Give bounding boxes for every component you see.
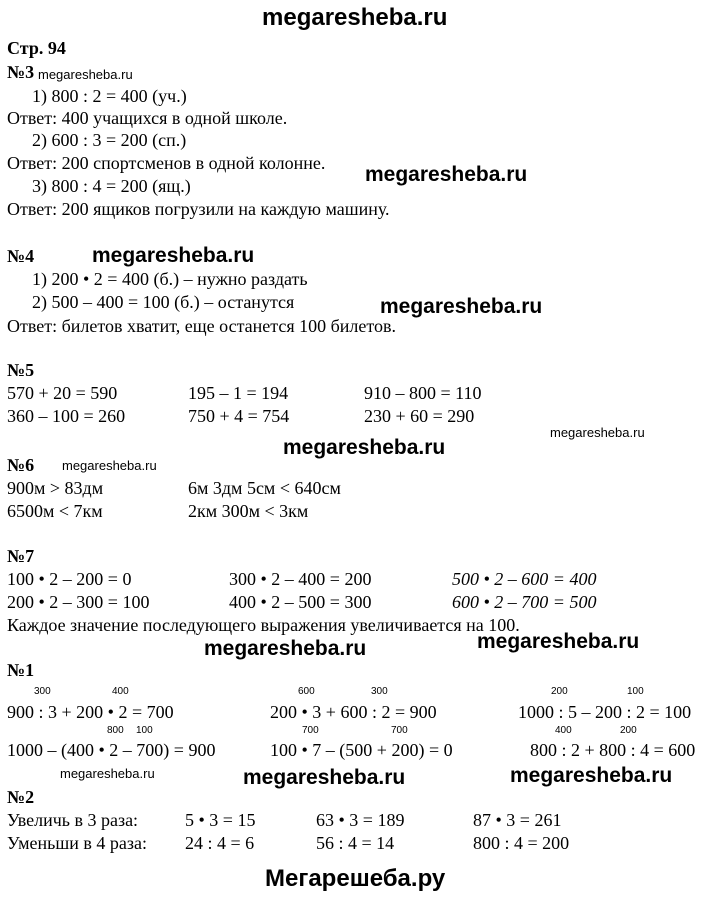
- task1-expr: 200 • 3 + 600 : 2 = 900: [270, 702, 437, 722]
- task3-line: Ответ: 200 ящиков погрузили на каждую машину.: [7, 199, 390, 219]
- task2-expr: 56 : 4 = 14: [316, 833, 395, 853]
- task1-expr: 800 : 2 + 800 : 4 = 600: [530, 740, 696, 760]
- task5-expr: 230 + 60 = 290: [364, 406, 475, 426]
- intermediate-result: 700: [302, 725, 319, 736]
- watermark: megaresheba.ru: [204, 637, 367, 660]
- task3-line: 3) 800 : 4 = 200 (ящ.): [32, 176, 191, 196]
- task5-expr: 570 + 20 = 590: [7, 383, 118, 403]
- task2-expr: 800 : 4 = 200: [473, 833, 570, 853]
- task7-expr: 600 • 2 – 700 = 500: [452, 592, 597, 612]
- task6-title: №6: [7, 455, 35, 475]
- watermark: megaresheba.ru: [92, 244, 255, 267]
- watermark: megaresheba.ru: [38, 67, 133, 82]
- intermediate-result: 200: [551, 686, 568, 697]
- task4-line: 1) 200 • 2 = 400 (б.) – нужно раздать: [32, 269, 308, 289]
- watermark: megaresheba.ru: [365, 163, 528, 186]
- task6-expr: 6500м < 7км: [7, 501, 103, 521]
- task4-line: 2) 500 – 400 = 100 (б.) – останутся: [32, 292, 295, 312]
- task2-label: Увеличь в 3 раза:: [7, 810, 139, 830]
- watermark: megaresheba.ru: [477, 630, 640, 653]
- intermediate-result: 400: [112, 686, 129, 697]
- task7-expr: 500 • 2 – 600 = 400: [452, 569, 597, 589]
- intermediate-result: 800: [107, 725, 124, 736]
- task5-title: №5: [7, 360, 35, 380]
- site-footer: Мегарешеба.ру: [265, 865, 446, 892]
- task7-conclusion: Каждое значение последующего выражения увеличивается на 100.: [7, 615, 520, 635]
- task7-title: №7: [7, 546, 35, 566]
- task2-label: Уменьши в 4 раза:: [7, 833, 147, 853]
- task2-expr: 63 • 3 = 189: [316, 810, 405, 830]
- task1-expr: 900 : 3 + 200 • 2 = 700: [7, 702, 174, 722]
- task7-expr: 300 • 2 – 400 = 200: [229, 569, 372, 589]
- intermediate-result: 700: [391, 725, 408, 736]
- task3-line: 2) 600 : 3 = 200 (сп.): [32, 130, 187, 150]
- task5-expr: 360 – 100 = 260: [7, 406, 126, 426]
- task6-expr: 900м > 83дм: [7, 478, 104, 498]
- task3-line: 1) 800 : 2 = 400 (уч.): [32, 86, 187, 106]
- task7-expr: 100 • 2 – 200 = 0: [7, 569, 132, 589]
- task2-title: №2: [7, 787, 35, 807]
- task4-title: №4: [7, 246, 35, 266]
- intermediate-result: 600: [298, 686, 315, 697]
- task5-expr: 750 + 4 = 754: [188, 406, 290, 426]
- intermediate-result: 400: [555, 725, 572, 736]
- task7-expr: 400 • 2 – 500 = 300: [229, 592, 372, 612]
- intermediate-result: 300: [34, 686, 51, 697]
- intermediate-result: 200: [620, 725, 637, 736]
- task5-expr: 910 – 800 = 110: [364, 383, 482, 403]
- task5-expr: 195 – 1 = 194: [188, 383, 289, 403]
- page-label: Стр. 94: [7, 38, 66, 58]
- task6-expr: 2км 300м < 3км: [188, 501, 309, 521]
- task2-expr: 87 • 3 = 261: [473, 810, 562, 830]
- task1-title: №1: [7, 660, 35, 680]
- task4-line: Ответ: билетов хватит, еще останется 100 билетов.: [7, 316, 397, 336]
- task1-expr: 100 • 7 – (500 + 200) = 0: [270, 740, 453, 760]
- intermediate-result: 100: [136, 725, 153, 736]
- task2-expr: 5 • 3 = 15: [185, 810, 256, 830]
- watermark: megaresheba.ru: [380, 295, 543, 318]
- watermark: megaresheba.ru: [283, 436, 446, 459]
- task1-expr: 1000 – (400 • 2 – 700) = 900: [7, 740, 216, 760]
- watermark: megaresheba.ru: [550, 425, 645, 440]
- watermark: megaresheba.ru: [510, 764, 673, 787]
- task1-expr: 1000 : 5 – 200 : 2 = 100: [518, 702, 692, 722]
- intermediate-result: 100: [627, 686, 644, 697]
- task6-expr: 6м 3дм 5см < 640см: [188, 478, 341, 498]
- watermark: megaresheba.ru: [62, 458, 157, 473]
- task3-line: Ответ: 200 спортсменов в одной колонне.: [7, 153, 326, 173]
- site-header: megaresheba.ru: [262, 4, 448, 31]
- task3-title: №3: [7, 62, 35, 82]
- intermediate-result: 300: [371, 686, 388, 697]
- watermark: megaresheba.ru: [60, 766, 155, 781]
- task7-expr: 200 • 2 – 300 = 100: [7, 592, 150, 612]
- task2-expr: 24 : 4 = 6: [185, 833, 255, 853]
- watermark: megaresheba.ru: [243, 766, 406, 789]
- task3-line: Ответ: 400 учащихся в одной школе.: [7, 108, 288, 128]
